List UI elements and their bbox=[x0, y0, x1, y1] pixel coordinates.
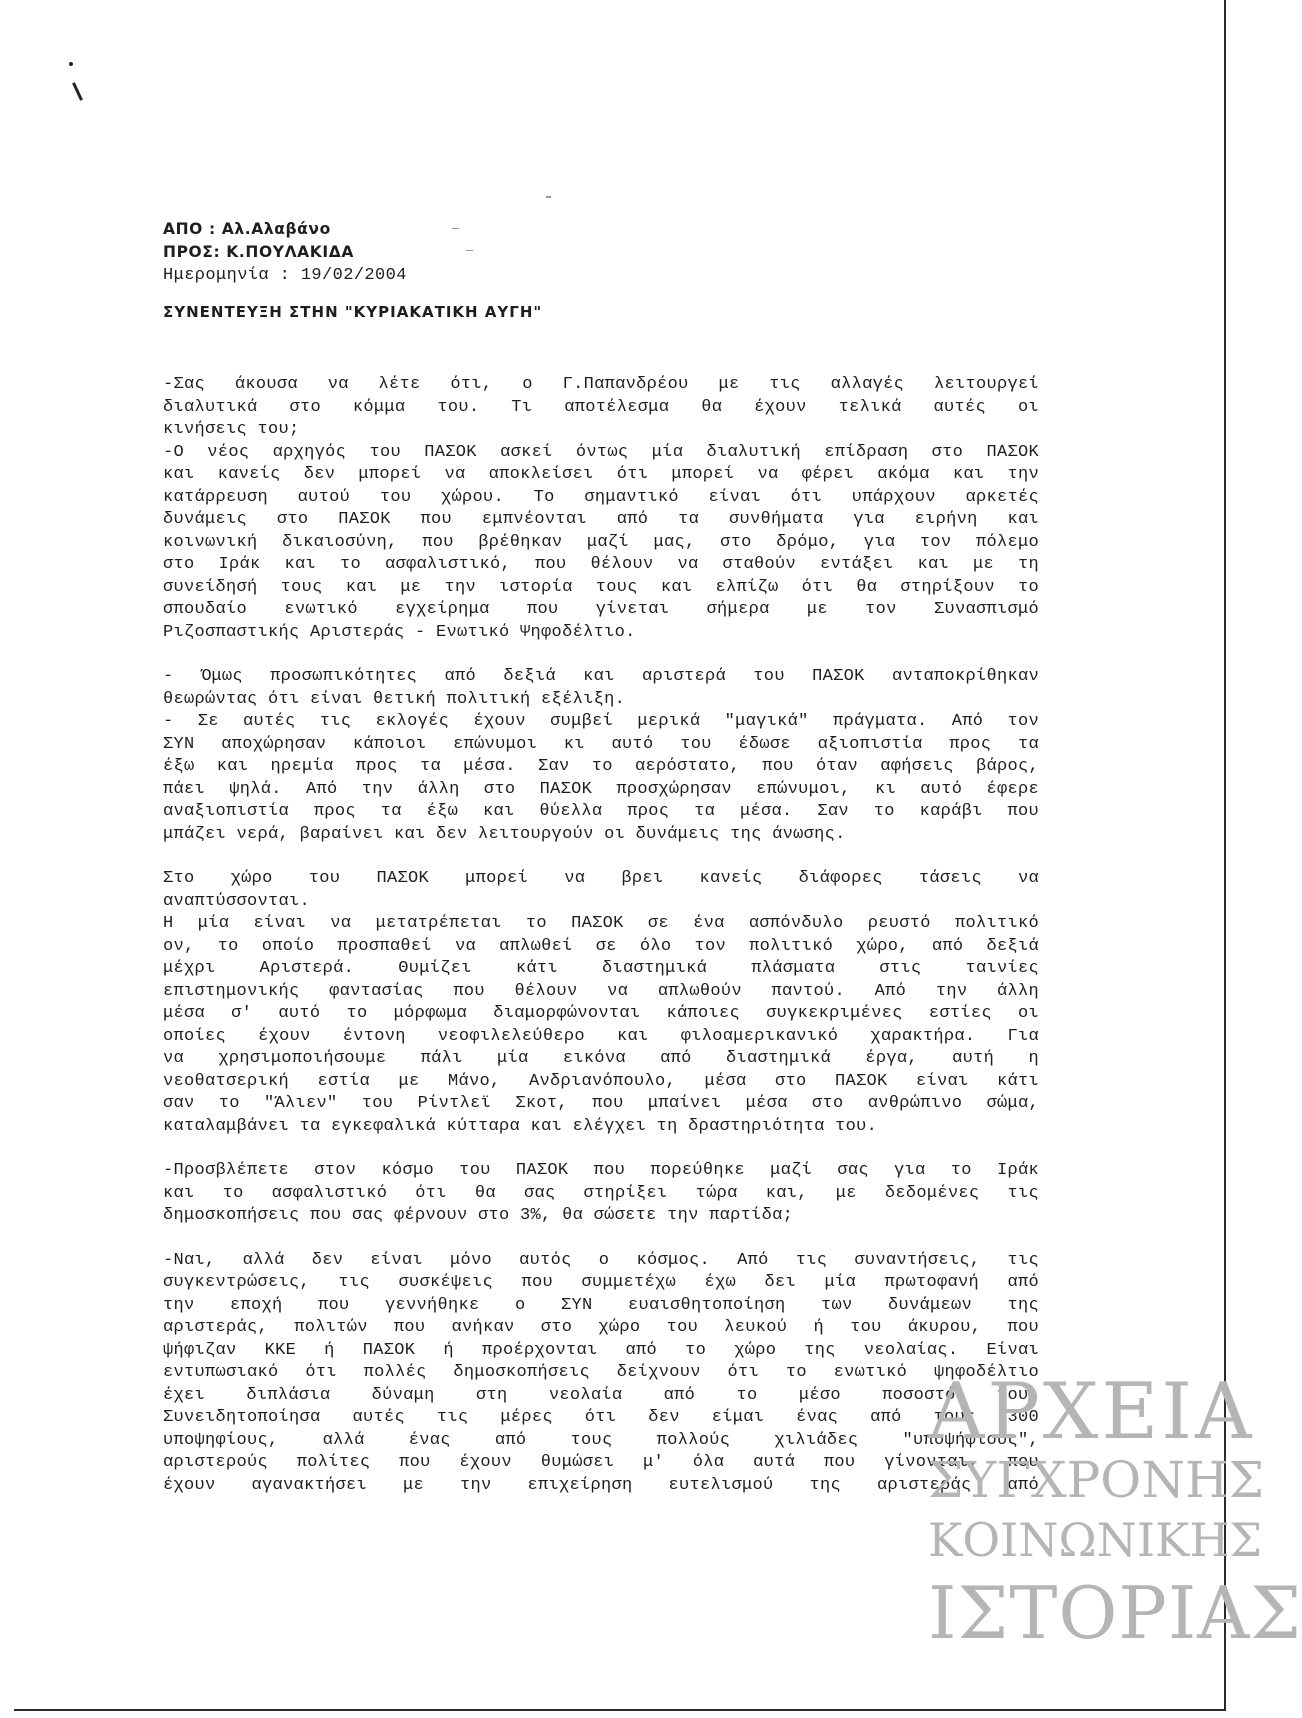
text-line: αναπτύσσονται. bbox=[163, 891, 311, 911]
sender-line: ΑΠΟ : Αλ.Αλαβάνο bbox=[163, 220, 331, 238]
paragraph bbox=[163, 868, 1039, 1138]
text-line: - Σε αυτές τις εκλογές έχουν συμβεί μερικά "μαγικά" πράγματα. Από τον bbox=[163, 712, 1039, 731]
text-line: αναξιοπιστία προς τα έξω και θύελλα προς τα μέσα. Σαν το καράβι που bbox=[163, 802, 1039, 821]
text-line: επιστημονικής φαντασίας που θέλουν να απλωθούν παντού. Από την άλλη bbox=[163, 981, 1039, 1001]
text-line: ΣΥΝ αποχώρησαν κάποιοι επώνυμοι κι αυτό του έδωσε αξιοπιστία προς τα bbox=[163, 734, 1039, 754]
text-line: πάει ψηλά. Από την άλλη στο ΠΑΣΟΚ προσχώρησαν επώνυμοι, κι αυτό έφερε bbox=[163, 779, 1039, 799]
text-line: Στο χώρο του ΠΑΣΟΚ μπορεί να βρει κανείς διάφορες τάσεις να bbox=[163, 869, 1039, 888]
text-line: -Ο νέος αρχηγός του ΠΑΣΟΚ ασκεί όντως μία διαλυτική επίδραση στο ΠΑΣΟΚ bbox=[163, 442, 1039, 462]
text-line: αριστερούς πολίτες που έχουν θυμώσει μ' όλα αυτά που γίνονται, που bbox=[163, 1453, 1039, 1472]
text-line: αριστεράς, πολιτών που ανήκαν στο χώρο του λευκού ή του άκυρου, που bbox=[163, 1318, 1039, 1337]
stamp-line: ΣΥΓΧΡΟΝΗΣ bbox=[928, 1451, 1264, 1509]
text-line: και το ασφαλιστικό ότι θα σας στηρίξει τώρα και, με δεδομένες τις bbox=[163, 1183, 1039, 1203]
text-line: κινήσεις του; bbox=[163, 420, 300, 439]
scan-speck bbox=[546, 196, 551, 198]
stamp-line: ΚΟΙΝΩΝΙΚΗΣ bbox=[928, 1513, 1263, 1567]
date-line: Ημερομηνία : 19/02/2004 bbox=[163, 266, 407, 285]
text-line: θεωρώντας ότι είναι θετική πολιτική εξέλιξη. bbox=[163, 689, 626, 709]
stamp-line: ΑΡΧΕΙΑ bbox=[928, 1367, 1255, 1457]
text-line: σαν το "Άλιεν" του Ρίντλεϊ Σκοτ, που μπαίνει μέσα στο ανθρώπινο σώμα, bbox=[163, 1094, 1039, 1113]
text-line: κατάρρευση αυτού του χώρου. Το σημαντικό είναι ότι υπάρχουν αρκετές bbox=[163, 487, 1039, 507]
text-line: Συνειδητοποίησα αυτές τις μέρες ότι δεν είμαι ένας από τους 300 bbox=[163, 1408, 1039, 1427]
text-line: -Ναι, αλλά δεν είναι μόνο αυτός ο κόσμος. Από τις συναντήσεις, τις bbox=[163, 1250, 1039, 1270]
recipient-line: ΠΡΟΣ: Κ.ΠΟΥΛΑΚΙΔΑ bbox=[163, 243, 354, 261]
text-line: μέσα σ' αυτό το μόρφωμα διαμορφώνονται κάποιες συγκεκριμένες εστίες οι bbox=[163, 1004, 1039, 1023]
text-line: συνείδησή τους και με την ιστορία τους και ελπίζω ότι θα στηρίξουν το bbox=[163, 577, 1039, 597]
text-line: σπουδαίο ενωτικό εγχείρημα που γίνεται σήμερα με τον Συνασπισμό bbox=[163, 600, 1039, 619]
scan-speck bbox=[452, 228, 459, 229]
text-line: δυνάμεις στο ΠΑΣΟΚ που εμπνέονται από τα συνθήματα για ειρήνη και bbox=[163, 510, 1039, 529]
text-line: Η μία είναι να μετατρέπεται το ΠΑΣΟΚ σε ένα ασπόνδυλο ρευστό πολιτικό bbox=[163, 914, 1039, 933]
text-line: οποίες έχουν έντονη νεοφιλελεύθερο και φιλοαμερικανικό χαρακτήρα. Για bbox=[163, 1026, 1039, 1046]
text-line: στο Ιράκ και το ασφαλιστικό, που θέλουν να σταθούν εντάξει και με τη bbox=[163, 555, 1039, 574]
archive-watermark-stamp bbox=[928, 1367, 1302, 1684]
document-title: ΣΥΝΕΝΤΕΥΞΗ ΣΤΗΝ "ΚΥΡΙΑΚΑΤΙΚΗ ΑΥΓΗ" bbox=[163, 303, 543, 321]
text-line: κοινωνική δικαιοσύνη, που βρέθηκαν μαζί μας, στο δρόμο, για τον πόλεμο bbox=[163, 532, 1039, 552]
letter-header bbox=[163, 218, 407, 287]
text-line: διαλυτικά στο κόμμα του. Τι αποτέλεσμα θα έχουν τελικά αυτές οι bbox=[163, 397, 1039, 417]
text-line: - Όμως προσωπικότητες από δεξιά και αριστερά του ΠΑΣΟΚ ανταποκρίθηκαν bbox=[163, 667, 1039, 686]
text-line: έχουν αγανακτήσει με την επιχείρηση ευτελισμού της αριστεράς από bbox=[163, 1475, 1039, 1495]
text-line: δημοσκοπήσεις που σας φέρνουν στο 3%, θα σώσετε την παρτίδα; bbox=[163, 1206, 794, 1225]
text-line: -Προσβλέπετε στον κόσμο του ΠΑΣΟΚ που πορεύθηκε μαζί σας για το Ιράκ bbox=[163, 1161, 1039, 1180]
text-line: -Σας άκουσα να λέτε ότι, ο Γ.Παπανδρέου με τις αλλαγές λειτουργεί bbox=[163, 375, 1039, 394]
text-line: να χρησιμοποιήσουμε πάλι μία εικόνα από διαστημικά έργα, αυτή η bbox=[163, 1049, 1039, 1068]
text-line: εντυπωσιακό ότι πολλές δημοσκοπήσεις δείχνουν ότι το ενωτικό ψηφοδέλτιο bbox=[163, 1363, 1039, 1382]
text-line: συγκεντρώσεις, τις συσκέψεις που συμμετέχω έχω δει μία πρωτοφανή από bbox=[163, 1273, 1039, 1292]
text-line: Ριζοσπαστικής Αριστεράς - Ενωτικό Ψηφοδέλτιο. bbox=[163, 622, 636, 642]
text-line: έξω και ηρεμία προς τα μέσα. Σαν το αερόστατο, που όταν αφήσεις βάρος, bbox=[163, 757, 1039, 776]
scan-speck bbox=[466, 250, 473, 251]
text-line: νεοθατσερική εστία με Μάνο, Ανδριανόπουλο, μέσα στο ΠΑΣΟΚ είναι κάτι bbox=[163, 1071, 1039, 1091]
text-line: μπάζει νερά, βαραίνει και δεν λειτουργούν οι δυνάμεις της άνωσης. bbox=[163, 824, 846, 844]
stamp-line: ΙΣΤΟΡΙΑΣ bbox=[928, 1571, 1302, 1655]
paragraph bbox=[163, 374, 1039, 644]
text-line: ον, το οποίο προσπαθεί να απλωθεί σε όλο τον πολιτικό χώρο, από δεξιά bbox=[163, 936, 1039, 956]
paragraph bbox=[163, 1250, 1039, 1498]
text-line: και κανείς δεν μπορεί να αποκλείσει ότι μπορεί να φέρει ακόμα και την bbox=[163, 465, 1039, 484]
text-line: καταλαμβάνει τα εγκεφαλικά κύτταρα και ελέγχει τη δραστηριότητα του. bbox=[163, 1116, 878, 1136]
text-line: υποψηφίους, αλλά ένας από τους πολλούς χιλιάδες "υποψήφιους", bbox=[163, 1430, 1039, 1450]
scan-speck bbox=[69, 62, 73, 66]
interview-body bbox=[163, 374, 1039, 1519]
text-line: μέχρι Αριστερά. Θυμίζει κάτι διαστημικά πλάσματα στις ταινίες bbox=[163, 959, 1039, 978]
text-line: έχει διπλάσια δύναμη στη νεολαία από το μέσο ποσοστό του. bbox=[163, 1385, 1039, 1405]
paragraph bbox=[163, 666, 1039, 846]
paragraph bbox=[163, 1160, 1039, 1228]
text-line: ψήφιζαν ΚΚΕ ή ΠΑΣΟΚ ή προέρχονται από το χώρο της νεολαίας. Είναι bbox=[163, 1340, 1039, 1360]
text-line: την εποχή που γεννήθηκε ο ΣΥΝ ευαισθητοποίηση των δυνάμεων της bbox=[163, 1295, 1039, 1315]
